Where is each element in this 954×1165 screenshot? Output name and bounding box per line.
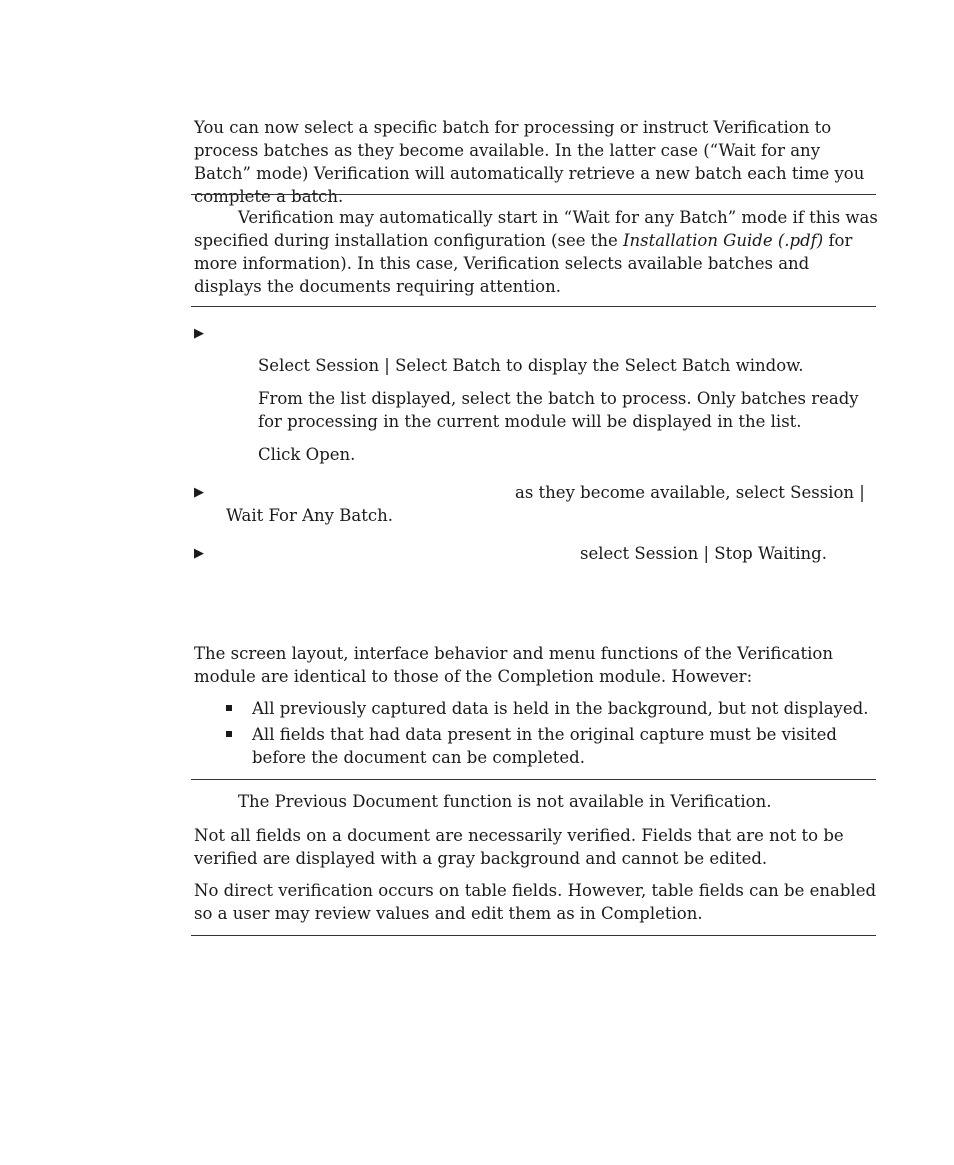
fields-paragraph <box>194 824 878 870</box>
table-fields-paragraph <box>194 879 878 925</box>
stop-arrow-icon: ▶ <box>194 546 204 561</box>
note-installation <box>194 206 878 298</box>
procedure-arrow-icon: ▶ <box>194 326 204 341</box>
procedure-step-1 <box>258 354 868 377</box>
fields-text: Not all fields on a document are necessarily verified. Fields that are not to be verified are displayed with a gray background and cannot be edited. <box>194 826 844 868</box>
divider-bottom <box>191 935 876 936</box>
stop-waiting-text: select Session | Stop Waiting. <box>580 544 827 563</box>
procedure-step-2 <box>258 387 868 433</box>
note-previous-document <box>194 790 878 813</box>
step-1-text: Select Session | Select Batch to display the Select Batch window. <box>258 356 804 375</box>
table-fields-text: No direct verification occurs on table fields. However, table fields can be enabled so a user may review values and edit them as in Completion. <box>194 881 877 923</box>
wait-text-line1: as they become available, select Session | <box>515 483 865 502</box>
layout-paragraph <box>194 642 878 688</box>
note-previous-document-text: The Previous Document function is not available in Verification. <box>238 792 772 811</box>
divider-note1-bottom <box>191 306 876 307</box>
layout-bullet-list <box>226 697 876 772</box>
bullet-1-text: All previously captured data is held in the background, but not displayed. <box>252 699 869 718</box>
wait-text-line2: Wait For Any Batch. <box>226 506 393 525</box>
step-2-text: From the list displayed, select the batch to process. Only batches ready for processing in the current module will be displayed in the list. <box>258 389 859 431</box>
intro-text: You can now select a specific batch for processing or instruct Verification to process batches as they become available. In the latter case (“Wait for any Batch” mode) Verification will automatically retrieve a new batch each time you complete a batch. <box>194 118 865 206</box>
note-installation-text <box>194 206 878 298</box>
divider-top <box>191 194 876 195</box>
divider-note2-top <box>191 779 876 780</box>
bullet-2-text: All fields that had data present in the original capture must be visited before the document can be completed. <box>252 725 837 767</box>
list-item <box>226 723 876 769</box>
list-item <box>226 697 876 720</box>
installation-guide-reference: Installation Guide (.pdf) <box>623 231 824 250</box>
procedure-step-3 <box>258 443 868 466</box>
square-bullet-icon <box>226 731 232 737</box>
step-3-text: Click Open. <box>258 445 356 464</box>
square-bullet-icon <box>226 705 232 711</box>
layout-text: The screen layout, interface behavior and menu functions of the Verification module are identical to those of the Completion module. However: <box>194 644 833 686</box>
note-text-after: for more information). In this case, Verification selects available batches and displays the documents requiring attention. <box>194 231 853 296</box>
note-text-before: Verification may automatically start in “Wait for any Batch” mode if this was specified during installation configuration (see the <box>194 208 878 250</box>
wait-arrow-icon: ▶ <box>194 485 204 500</box>
